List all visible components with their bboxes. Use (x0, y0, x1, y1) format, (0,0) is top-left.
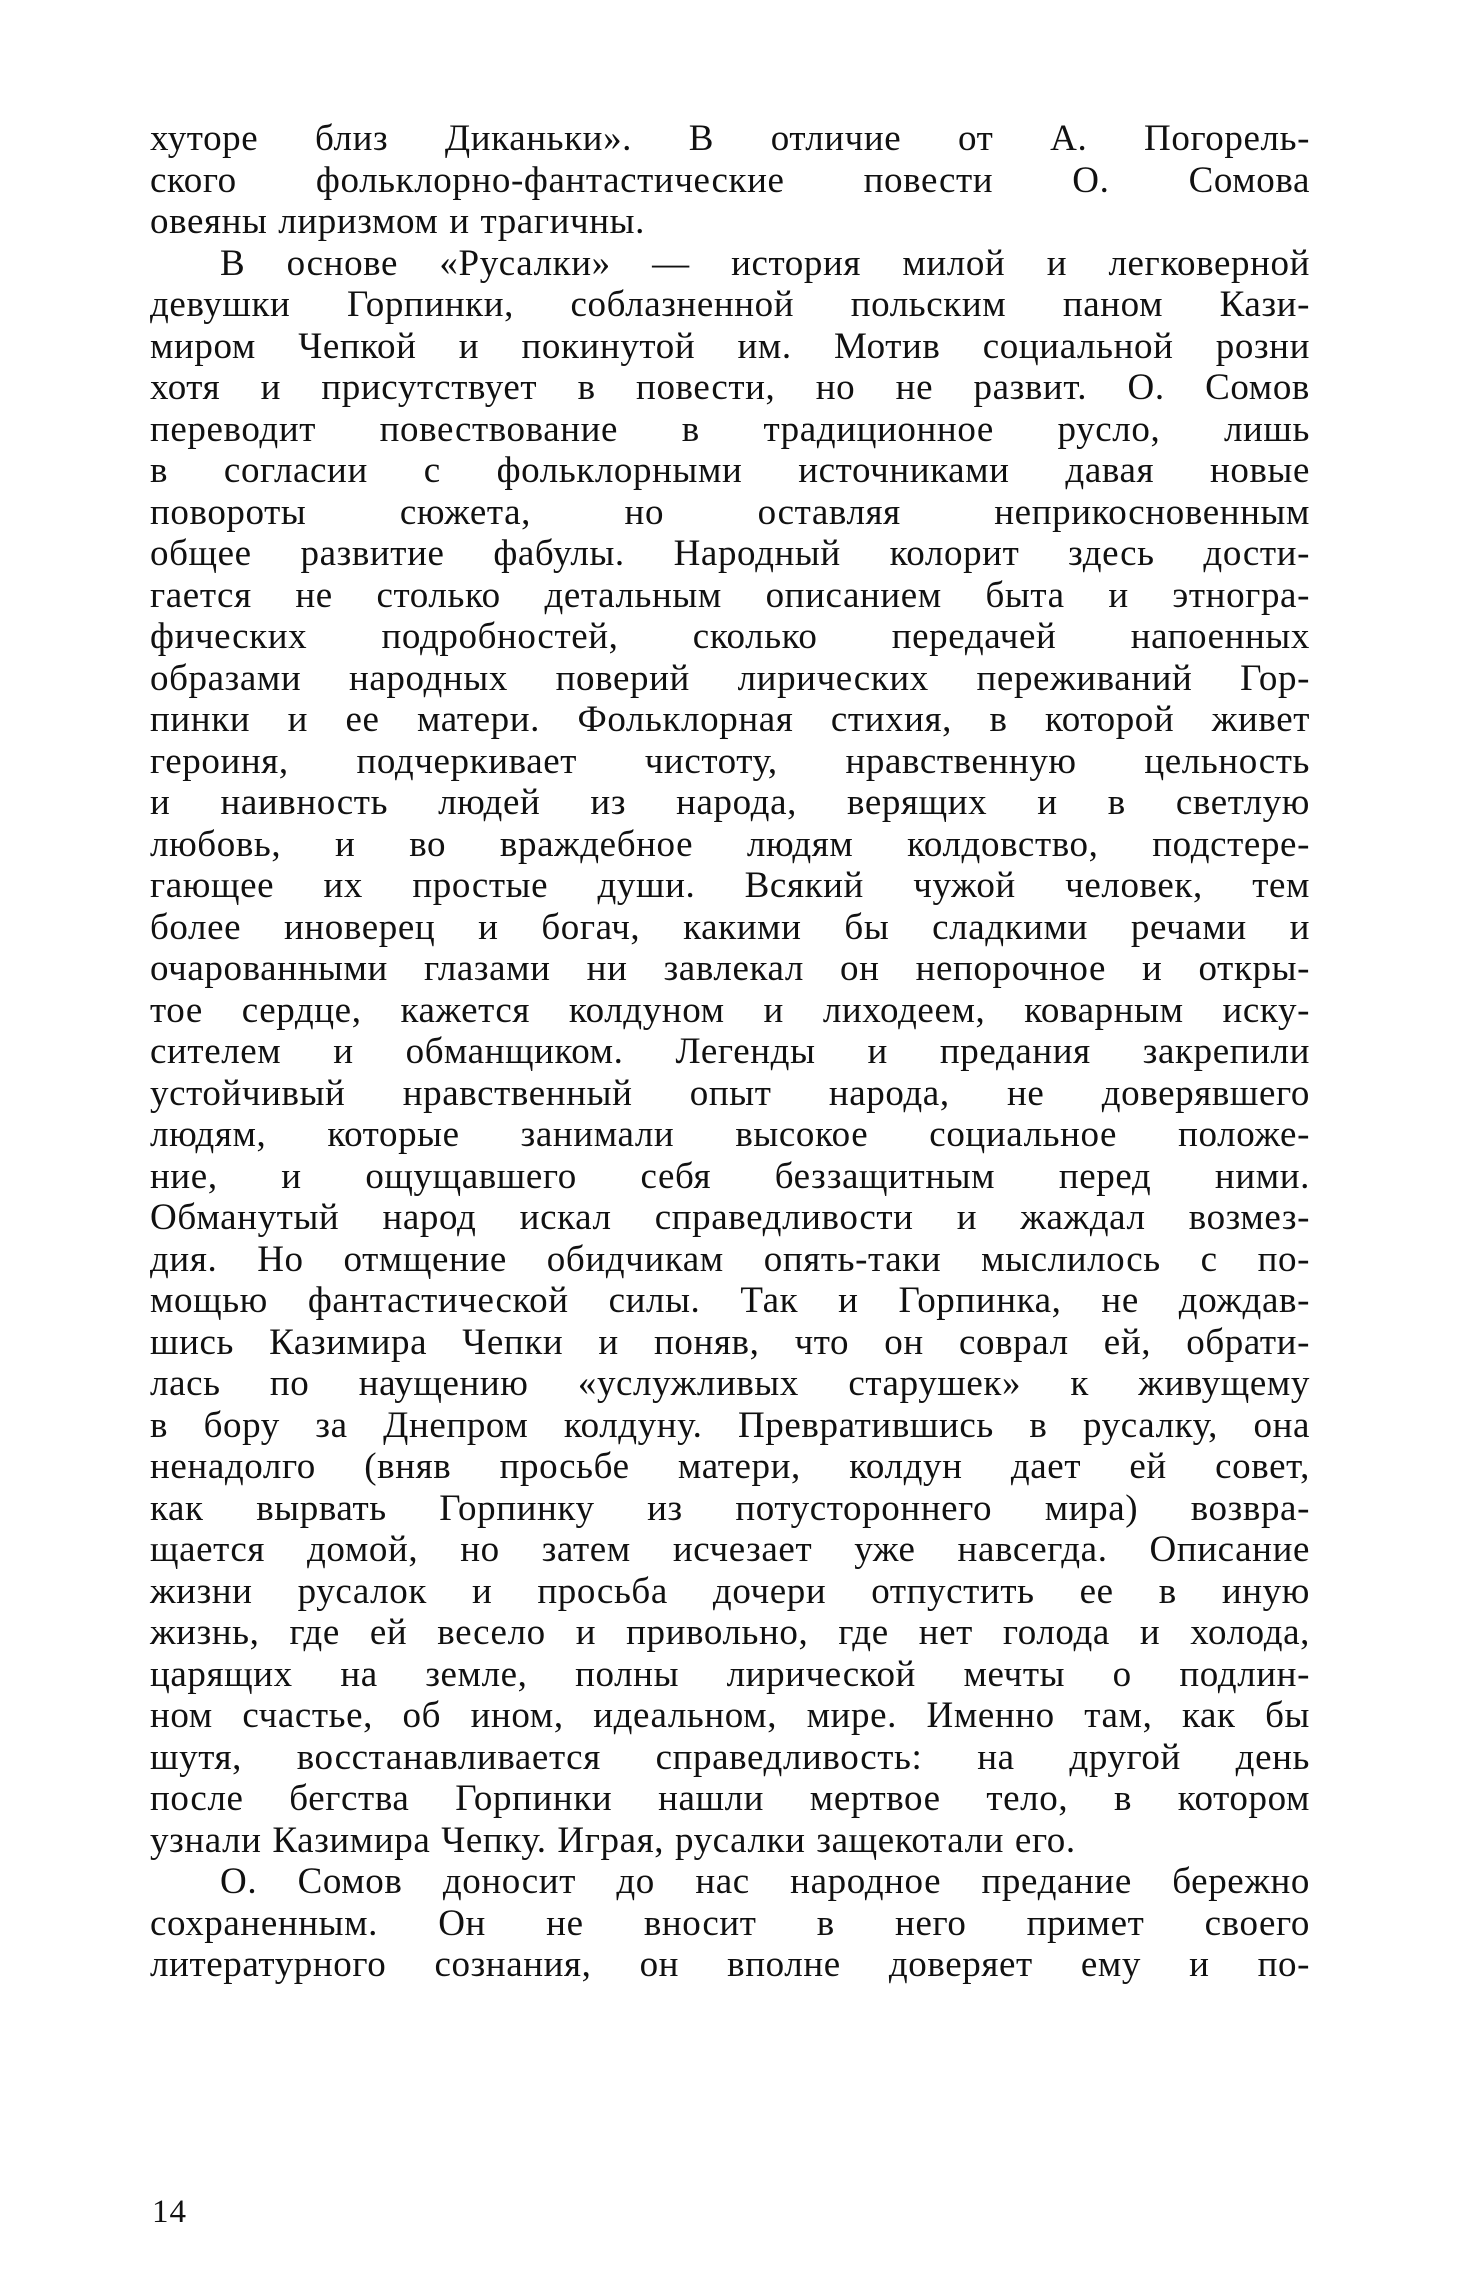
text-line: сохраненным. Он не вносит в него примет своего (150, 1902, 1310, 1944)
paragraph (150, 1861, 1310, 1986)
text-line: миром Чепкой и покинутой им. Мотив социальной розни (150, 325, 1310, 367)
text-line: щается домой, но затем исчезает уже навсегда. Описание (150, 1529, 1310, 1570)
text-line: устойчивый нравственный опыт народа, не доверявшего (150, 1072, 1310, 1114)
text-line: общее развитие фабулы. Народный колорит здесь дости- (150, 533, 1310, 574)
text-line: ского фольклорно-фантастические повести О. Сомова (150, 159, 1310, 201)
text-line: В основе «Русалки» — история милой и легковерной (220, 242, 1310, 284)
text-line: сителем и обманщиком. Легенды и предания закрепили (150, 1031, 1310, 1072)
text-line: ненадолго (вняв просьбе матери, колдун дает ей совет, (150, 1446, 1310, 1487)
text-line: фических подробностей, сколько передачей напоенных (150, 616, 1310, 657)
text-line: ние, и ощущавшего себя беззащитным перед ними. (150, 1155, 1310, 1197)
book-page (150, 118, 1310, 2168)
text-line: ном счастье, об ином, идеальном, мире. Именно там, как бы (150, 1695, 1310, 1736)
text-line: в бору за Днепром колдуну. Превратившись в русалку, она (150, 1404, 1310, 1446)
text-line: жизни русалок и просьба дочери отпустить ее в иную (150, 1570, 1310, 1612)
text-line: героиня, подчеркивает чистоту, нравственную цельность (150, 740, 1310, 782)
text-line: мощью фантастической силы. Так и Горпинка, не дождав- (150, 1280, 1310, 1321)
text-line: шись Казимира Чепки и поняв, что он соврал ей, обрати- (150, 1321, 1310, 1363)
paragraph (150, 243, 1310, 1862)
text-line: людям, которые занимали высокое социальное положе- (150, 1114, 1310, 1155)
text-line: очарованными глазами ни завлекал он непорочное и откры- (150, 948, 1310, 989)
text-line: переводит повествование в традиционное русло, лишь (150, 408, 1310, 450)
text-line: пинки и ее матери. Фольклорная стихия, в которой живет (150, 699, 1310, 740)
text-line: хотя и присутствует в повести, но не развит. О. Сомов (150, 367, 1310, 408)
text-line: узнали Казимира Чепку. Играя, русалки защекотали его. (150, 1819, 1076, 1861)
text-line: девушки Горпинки, соблазненной польским паном Кази- (150, 284, 1310, 325)
page-number: 14 (152, 2194, 187, 2230)
text-line: любовь, и во враждебное людям колдовство, подстере- (150, 823, 1310, 865)
text-line: О. Сомов доносит до нас народное предание бережно (220, 1861, 1310, 1902)
text-line: повороты сюжета, но оставляя неприкосновенным (150, 491, 1310, 533)
text-line: в согласии с фольклорными источниками давая новые (150, 450, 1310, 491)
text-line: как вырвать Горпинку из потустороннего мира) возвра- (150, 1487, 1310, 1529)
text-line: жизнь, где ей весело и привольно, где нет голода и холода, (150, 1612, 1310, 1653)
paragraph (150, 118, 1310, 243)
text-line: овеяны лиризмом и трагичны. (150, 201, 645, 242)
text-line: литературного сознания, он вполне доверяет ему и по- (150, 1944, 1310, 1985)
text-line: дия. Но отмщение обидчикам опять-таки мыслилось с по- (150, 1238, 1310, 1280)
text-body (150, 118, 1310, 1986)
text-line: гается не столько детальным описанием быта и этногра- (150, 574, 1310, 616)
text-line: гающее их простые души. Всякий чужой человек, тем (150, 865, 1310, 906)
text-line: после бегства Горпинки нашли мертвое тело, в котором (150, 1778, 1310, 1819)
text-line: хуторе близ Диканьки». В отличие от А. Погорель- (150, 118, 1310, 159)
text-line: шутя, восстанавливается справедливость: на другой день (150, 1736, 1310, 1778)
text-line: Обманутый народ искал справедливости и жаждал возмез- (150, 1197, 1310, 1238)
text-line: образами народных поверий лирических переживаний Гор- (150, 657, 1310, 699)
text-line: и наивность людей из народа, верящих и в светлую (150, 782, 1310, 823)
text-line: тое сердце, кажется колдуном и лиходеем, коварным иску- (150, 989, 1310, 1031)
text-line: лась по наущению «услужливых старушек» к живущему (150, 1363, 1310, 1404)
text-line: более иноверец и богач, какими бы сладкими речами и (150, 906, 1310, 948)
text-line: царящих на земле, полны лирической мечты о подлин- (150, 1653, 1310, 1695)
